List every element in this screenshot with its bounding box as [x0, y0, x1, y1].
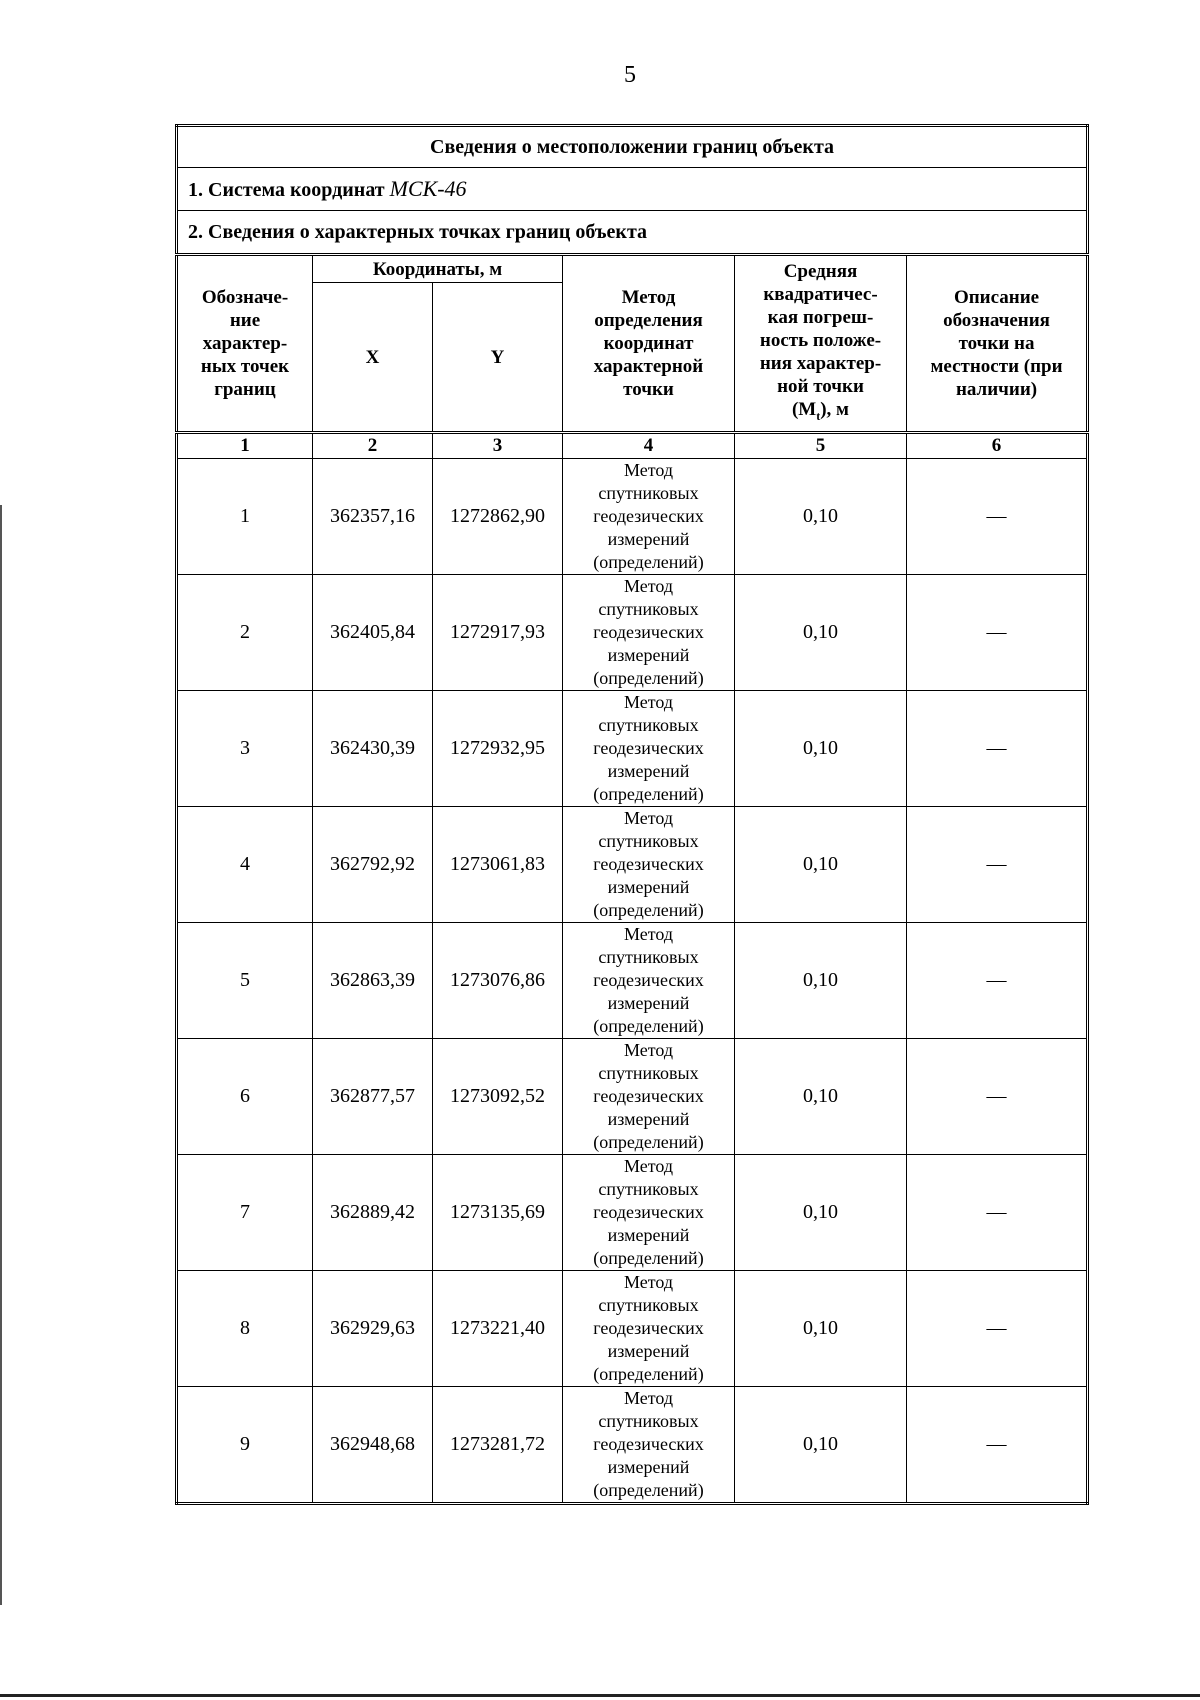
- y-coordinate-cell: 1273281,72: [433, 1387, 563, 1504]
- x-coordinate-cell: 362948,68: [313, 1387, 433, 1504]
- method-cell: Метод спутниковых геодезических измерений (определений): [563, 691, 735, 807]
- point-cell: 1: [177, 459, 313, 575]
- boundary-table: [175, 124, 1089, 1505]
- header-error-sub: t: [816, 408, 821, 423]
- header-designation: Обозначе- ние характер- ных точек границ: [177, 255, 313, 433]
- method-cell: Метод спутниковых геодезических измерений (определений): [563, 1271, 735, 1387]
- error-cell: 0,10: [735, 1039, 907, 1155]
- x-coordinate-cell: 362877,57: [313, 1039, 433, 1155]
- description-cell: —: [907, 459, 1088, 575]
- header-error-text: Средняя квадратичес- кая погреш- ность положе- ния характер- ной точки (M: [759, 260, 882, 420]
- header-description: Описание обозначения точки на местности (при наличии): [907, 255, 1088, 433]
- header-y: Y: [433, 283, 563, 433]
- x-coordinate-cell: 362929,63: [313, 1271, 433, 1387]
- method-cell: Метод спутниковых геодезических измерений (определений): [563, 1039, 735, 1155]
- error-cell: 0,10: [735, 1387, 907, 1504]
- description-cell: —: [907, 1271, 1088, 1387]
- coordinate-system-value: МСК-46: [389, 175, 467, 201]
- header-method: Метод определения координат характерной точки: [563, 255, 735, 433]
- method-cell: Метод спутниковых геодезических измерений (определений): [563, 1155, 735, 1271]
- method-cell: Метод спутниковых геодезических измерений (определений): [563, 459, 735, 575]
- y-coordinate-cell: 1272917,93: [433, 575, 563, 691]
- coordinate-system-label: 1. Система координат: [188, 178, 385, 201]
- method-cell: Метод спутниковых геодезических измерений (определений): [563, 1387, 735, 1504]
- table-row: [177, 1271, 1088, 1387]
- point-cell: 8: [177, 1271, 313, 1387]
- point-cell: 3: [177, 691, 313, 807]
- method-cell: Метод спутниковых геодезических измерений (определений): [563, 575, 735, 691]
- column-number: 1: [177, 433, 313, 459]
- description-cell: —: [907, 923, 1088, 1039]
- y-coordinate-cell: 1273092,52: [433, 1039, 563, 1155]
- error-cell: 0,10: [735, 459, 907, 575]
- table-row: [177, 923, 1088, 1039]
- description-cell: —: [907, 1039, 1088, 1155]
- y-coordinate-cell: 1273061,83: [433, 807, 563, 923]
- table-row: [177, 575, 1088, 691]
- header-error: [735, 255, 907, 433]
- x-coordinate-cell: 362792,92: [313, 807, 433, 923]
- point-cell: 7: [177, 1155, 313, 1271]
- y-coordinate-cell: 1272862,90: [433, 459, 563, 575]
- error-cell: 0,10: [735, 1271, 907, 1387]
- description-cell: —: [907, 575, 1088, 691]
- scan-edge-bottom: [0, 1694, 1200, 1697]
- scan-edge-left: [0, 505, 2, 1605]
- x-coordinate-cell: 362863,39: [313, 923, 433, 1039]
- table-row: [177, 807, 1088, 923]
- error-cell: 0,10: [735, 807, 907, 923]
- method-cell: Метод спутниковых геодезических измерений (определений): [563, 923, 735, 1039]
- error-cell: 0,10: [735, 923, 907, 1039]
- coordinate-system: [177, 168, 1088, 211]
- column-number: 5: [735, 433, 907, 459]
- x-coordinate-cell: 362430,39: [313, 691, 433, 807]
- error-cell: 0,10: [735, 575, 907, 691]
- column-number: 2: [313, 433, 433, 459]
- point-cell: 6: [177, 1039, 313, 1155]
- column-number: 3: [433, 433, 563, 459]
- table-row: [177, 1039, 1088, 1155]
- description-cell: —: [907, 1387, 1088, 1504]
- description-cell: —: [907, 691, 1088, 807]
- y-coordinate-cell: 1272932,95: [433, 691, 563, 807]
- x-coordinate-cell: 362405,84: [313, 575, 433, 691]
- point-cell: 2: [177, 575, 313, 691]
- y-coordinate-cell: 1273221,40: [433, 1271, 563, 1387]
- point-cell: 5: [177, 923, 313, 1039]
- column-number: 4: [563, 433, 735, 459]
- header-coordinates: Координаты, м: [313, 255, 563, 283]
- table-row: [177, 459, 1088, 575]
- table-row: [177, 1155, 1088, 1271]
- method-cell: Метод спутниковых геодезических измерений (определений): [563, 807, 735, 923]
- error-cell: 0,10: [735, 691, 907, 807]
- error-cell: 0,10: [735, 1155, 907, 1271]
- page-number: 5: [624, 62, 636, 88]
- table-row: [177, 1387, 1088, 1504]
- column-number: 6: [907, 433, 1088, 459]
- description-cell: —: [907, 807, 1088, 923]
- table-title: Сведения о местоположении границ объекта: [177, 126, 1088, 168]
- description-cell: —: [907, 1155, 1088, 1271]
- y-coordinate-cell: 1273135,69: [433, 1155, 563, 1271]
- y-coordinate-cell: 1273076,86: [433, 923, 563, 1039]
- x-coordinate-cell: 362357,16: [313, 459, 433, 575]
- header-x: X: [313, 283, 433, 433]
- points-section-title: 2. Сведения о характерных точках границ объекта: [177, 211, 1088, 255]
- point-cell: 9: [177, 1387, 313, 1504]
- x-coordinate-cell: 362889,42: [313, 1155, 433, 1271]
- table-row: [177, 691, 1088, 807]
- point-cell: 4: [177, 807, 313, 923]
- header-error-tail: ), м: [820, 398, 850, 420]
